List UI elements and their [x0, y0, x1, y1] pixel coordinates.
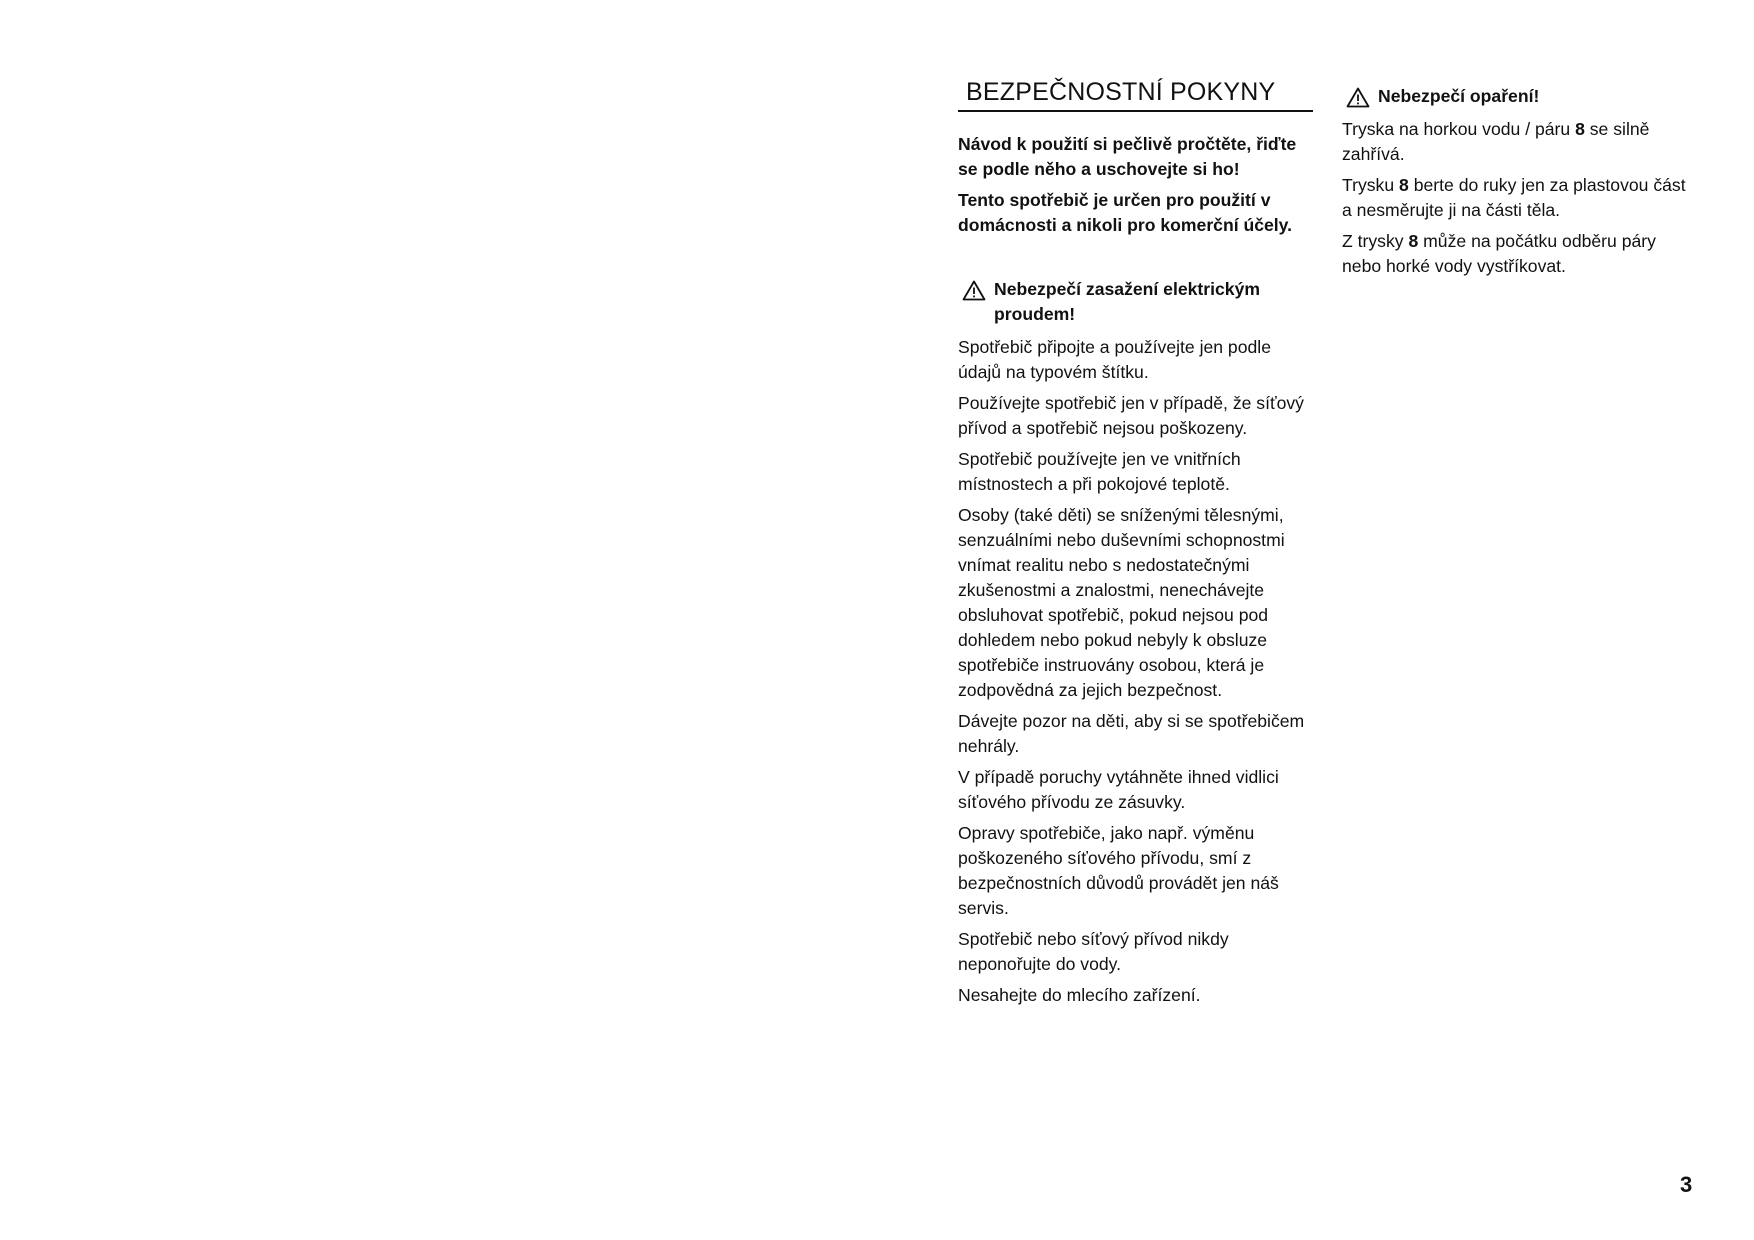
text-segment: se silně zahřívá.	[1342, 119, 1650, 164]
text-segment: může na počátku odběru páry nebo horké vody vystříkovat.	[1342, 231, 1656, 276]
intro-paragraph: Návod k použití si pečlivě pročtěte, řiďte se podle něho a uschovejte si ho!	[958, 134, 1297, 179]
electric-warning-paragraph: Opravy spotřebiče, jako např. výměnu poškozeného síťového přívodu, smí z bezpečnostních důvodů provádět jen náš servis.	[958, 823, 1279, 918]
part-number: 8	[1575, 119, 1585, 139]
left-text-column	[958, 76, 1313, 1014]
text-segment: Trysku	[1342, 175, 1400, 195]
electric-warning-paragraph: Spotřebič používejte jen ve vnitřních místnostech a při pokojové teplotě.	[958, 449, 1241, 494]
scald-warning-header	[1342, 84, 1698, 109]
warning-triangle-icon	[962, 280, 986, 301]
electric-warning-paragraph: V případě poruchy vytáhněte ihned vidlici síťového přívodu ze zásuvky.	[958, 767, 1279, 812]
scald-warning-paragraph	[1342, 173, 1698, 223]
scald-warning-paragraph	[1342, 229, 1698, 279]
electric-warning-paragraph: Osoby (také děti) se sníženými tělesnými, senzuálními nebo duševními schopnostmi vnímat realitu nebo s nedostatečnými zkušenostmi a znalostmi, nenechávejte obsluhovat spotřebič, pokud nejsou pod dohledem nebo pokud nebyly k obsluze spotřebiče instruovány osobou, která je zodpovědná za jejich bezpečnost.	[958, 505, 1285, 700]
text-segment: Tryska na horkou vodu / páru	[1342, 119, 1576, 139]
part-number: 8	[1399, 175, 1409, 195]
section-title: BEZPEČNOSTNÍ POKYNY	[958, 76, 1313, 112]
electric-warning-paragraph: Dávejte pozor na děti, aby si se spotřebičem nehrály.	[958, 711, 1305, 756]
electric-warning-paragraph: Používejte spotřebič jen v případě, že síťový přívod a spotřebič nejsou poškozeny.	[958, 393, 1304, 438]
warning-triangle-icon	[1346, 87, 1370, 108]
electric-warning-paragraph: Nesahejte do mlecího zařízení.	[958, 985, 1201, 1005]
electric-warning-title: Nebezpečí zasažení elektrickým proudem!	[994, 279, 1261, 324]
electric-warning-paragraph: Spotřebič připojte a používejte jen podle údajů na typovém štítku.	[958, 337, 1271, 382]
scald-warning-title: Nebezpečí opaření!	[1378, 86, 1540, 106]
intro-paragraph: Tento spotřebič je určen pro použití v domácnosti a nikoli pro komerční účely.	[958, 190, 1293, 235]
text-segment: berte do ruky jen za plastovou část a nesměrujte ji na části těla.	[1342, 175, 1686, 220]
right-text-column	[1342, 84, 1698, 285]
intro-block	[958, 132, 1313, 238]
part-number: 8	[1408, 231, 1419, 251]
electric-warning-header	[958, 277, 1313, 327]
page-number: 3	[1680, 1172, 1693, 1197]
electric-warning-paragraph: Spotřebič nebo síťový přívod nikdy neponořujte do vody.	[958, 929, 1229, 974]
text-segment: Z trysky	[1342, 231, 1409, 251]
scald-warning-paragraph	[1342, 117, 1698, 167]
